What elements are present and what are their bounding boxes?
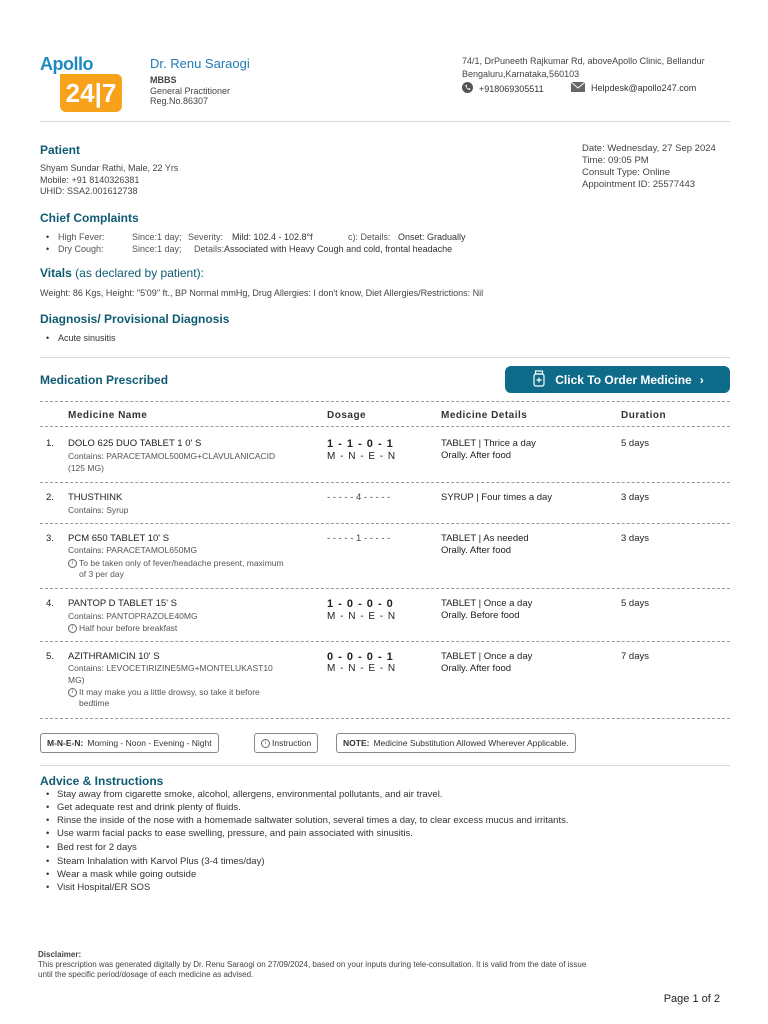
- medicine-contains: Contains: LEVOCETIRIZINE5MG+MONTELUKAST10: [68, 663, 273, 673]
- complaints-heading: Chief Complaints: [40, 211, 139, 225]
- logo-brand-text: Apollo: [40, 54, 93, 74]
- medicine-detail-route: Orally. Before food: [441, 610, 520, 621]
- info-icon: i: [261, 739, 270, 748]
- bullet-icon: •: [46, 882, 50, 893]
- complaint-since: Since:1 day;: [132, 232, 182, 242]
- bullet-icon: •: [46, 232, 50, 242]
- note-text: Medicine Substitution Allowed Wherever Applicable.: [373, 738, 569, 748]
- advice-item: [46, 828, 413, 839]
- advice-item: [46, 842, 137, 853]
- bullet-icon: •: [46, 333, 50, 343]
- medicine-name: DOLO 625 DUO TABLET 1 0' S: [68, 438, 202, 449]
- complaint-details: Associated with Heavy Cough and cold, frontal headache: [224, 244, 453, 254]
- doctor-reg: Reg.No.86307: [150, 96, 209, 106]
- table-divider: [40, 718, 730, 719]
- complaint-name: Dry Cough:: [58, 244, 104, 254]
- doctor-name: Dr. Renu Saraogi: [150, 56, 250, 71]
- medicine-detail-route: Orally. After food: [441, 450, 512, 461]
- complaint-item: [46, 232, 466, 242]
- dosage-legend: [40, 733, 219, 753]
- medicine-instruction: [68, 687, 328, 709]
- dosage-legend-key: M-N-E-N:: [47, 738, 84, 748]
- medicine-name: AZITHRAMICIN 10' S: [68, 651, 160, 662]
- medicine-detail-route: Orally. After food: [441, 663, 512, 674]
- advice-item: [46, 882, 150, 893]
- medicine-dosage: - - - - - 4 - - - - -: [327, 492, 391, 503]
- diagnosis-item: [46, 333, 116, 343]
- logo-247-text: 24|7: [60, 74, 122, 112]
- complaint-details: Onset: Gradually: [398, 232, 466, 242]
- info-icon: i: [68, 559, 77, 568]
- medicine-name: THUSTHINK: [68, 492, 123, 503]
- complaint-details-label: Details:: [194, 244, 225, 254]
- medicine-row-number: 1.: [46, 438, 54, 449]
- medicine-row-number: 2.: [46, 492, 54, 503]
- medicine-duration: 3 days: [621, 533, 649, 544]
- consult-type: Consult Type: Online: [582, 167, 671, 178]
- medicine-instruction: [68, 623, 177, 634]
- medicine-dosage-key: M - N - E - N: [327, 663, 397, 674]
- bullet-icon: •: [46, 815, 50, 826]
- medicine-name: PANTOP D TABLET 15' S: [68, 598, 177, 609]
- medicine-instruction-text: To be taken only of fever/headache present, maximum: [79, 558, 284, 568]
- medicine-duration: 5 days: [621, 598, 649, 609]
- column-header-duration: Duration: [621, 410, 667, 421]
- medication-heading: Medication Prescribed: [40, 373, 169, 387]
- medicine-detail-form: SYRUP | Four times a day: [441, 492, 553, 503]
- patient-heading: Patient: [40, 143, 81, 157]
- medicine-contains: Contains: PANTOPRAZOLE40MG: [68, 611, 198, 621]
- note-label: NOTE:: [343, 738, 370, 748]
- chevron-right-icon: ›: [699, 372, 704, 387]
- vitals-heading-title: Vitals: [40, 266, 72, 280]
- diagnosis-heading: Diagnosis/ Provisional Diagnosis: [40, 312, 230, 326]
- medicine-instruction-text-cont: of 3 per day: [79, 569, 124, 579]
- complaint-since: Since:1 day;: [132, 244, 182, 254]
- advice-heading: Advice & Instructions: [40, 774, 164, 788]
- section-divider: [40, 357, 730, 358]
- complaint-name: High Fever:: [58, 232, 105, 242]
- medicine-dosage: 1 - 0 - 0 - 0: [327, 598, 394, 610]
- diagnosis-text: Acute sinusitis: [58, 333, 116, 343]
- table-divider: [40, 401, 730, 402]
- vitals-text: Weight: 86 Kgs, Height: "5'09" ft., BP Normal mmHg, Drug Allergies: I don't know, Diet Allergies/Restrictions: Nil: [40, 288, 484, 298]
- doctor-degree: MBBS: [150, 75, 177, 85]
- medicine-instruction-text-cont: bedtime: [79, 698, 110, 708]
- disclaimer: [38, 950, 668, 980]
- disclaimer-line2: until the specific period/dosage of each medicine as advised.: [38, 970, 254, 979]
- medicine-detail-form: TABLET | Once a day: [441, 651, 533, 662]
- clinic-address-line2: Bengaluru,Karnataka,560103: [462, 69, 580, 79]
- advice-text: Visit Hospital/ER SOS: [57, 882, 151, 893]
- medicine-row-number: 4.: [46, 598, 54, 609]
- clinic-phone: [462, 82, 544, 95]
- column-header-medicine: Medicine Name: [68, 410, 148, 421]
- bullet-icon: •: [46, 244, 50, 254]
- medicine-contains: Contains: PARACETAMOL650MG: [68, 545, 198, 555]
- vitals-heading-note: (as declared by patient):: [75, 266, 204, 280]
- medicine-dosage: 0 - 0 - 0 - 1: [327, 651, 394, 663]
- clinic-email: [571, 82, 696, 94]
- clinic-email-text: Helpdesk@apollo247.com: [591, 83, 697, 93]
- bullet-icon: •: [46, 869, 50, 880]
- bullet-icon: •: [46, 856, 50, 867]
- medicine-contains-cont: MG): [68, 675, 85, 685]
- substitution-note: [336, 733, 576, 753]
- phone-icon: [462, 82, 473, 95]
- advice-item: [46, 856, 265, 867]
- advice-text: Stay away from cigarette smoke, alcohol, allergens, environmental pollutants, and air travel.: [57, 789, 443, 800]
- order-medicine-label: Click To Order Medicine: [555, 372, 692, 387]
- bullet-icon: •: [46, 802, 50, 813]
- apollo-logo: [40, 54, 124, 112]
- medicine-dosage-key: M - N - E - N: [327, 451, 397, 462]
- email-icon: [571, 82, 585, 94]
- advice-text: Wear a mask while going outside: [57, 869, 197, 880]
- bullet-icon: •: [46, 842, 50, 853]
- appointment-id: Appointment ID: 25577443: [582, 179, 696, 190]
- medicine-row-number: 5.: [46, 651, 54, 662]
- medicine-contains-cont: (125 MG): [68, 463, 104, 473]
- advice-item: [46, 869, 196, 880]
- vitals-heading: [40, 266, 204, 280]
- medicine-detail-form: TABLET | Once a day: [441, 598, 533, 609]
- advice-text: Get adequate rest and drink plenty of fluids.: [57, 802, 241, 813]
- medicine-instruction: [68, 558, 328, 580]
- advice-text: Use warm facial packs to ease swelling, pressure, and pain associated with sinusitis.: [57, 828, 413, 839]
- clinic-address: [462, 55, 732, 81]
- advice-item: [46, 789, 442, 800]
- page-number: Page 1 of 2: [663, 993, 720, 1005]
- advice-item: [46, 815, 569, 826]
- advice-text: Steam Inhalation with Karvol Plus (3-4 times/day): [57, 856, 265, 867]
- advice-text: Rinse the inside of the nose with a homemade saltwater solution, several times a day, to clear excess mucus and irritants.: [57, 815, 569, 826]
- patient-uhid: UHID: SSA2.001612738: [40, 186, 138, 196]
- medicine-detail-form: TABLET | Thrice a day: [441, 438, 536, 449]
- disclaimer-line1: This prescription was generated digitally by Dr. Renu Saraogi on 27/09/2024, based on your inputs during tele-consultation. It is valid from the date of issue: [38, 960, 587, 969]
- medicine-name: PCM 650 TABLET 10' S: [68, 533, 170, 544]
- consult-info: [582, 143, 716, 191]
- table-divider: [40, 482, 730, 483]
- medicine-dosage-key: M - N - E - N: [327, 611, 397, 622]
- complaint-item: [46, 244, 452, 254]
- column-header-details: Medicine Details: [441, 410, 528, 421]
- info-icon: i: [68, 688, 77, 697]
- medicine-contains: Contains: Syrup: [68, 505, 129, 515]
- medicine-instruction-text: Half hour before breakfast: [79, 623, 178, 633]
- table-divider: [40, 523, 730, 524]
- bullet-icon: •: [46, 789, 50, 800]
- instruction-legend-text: Instruction: [272, 738, 312, 748]
- patient-info: Shyam Sundar Rathi, Male, 22 Yrs: [40, 163, 179, 173]
- medicine-row-number: 3.: [46, 533, 54, 544]
- column-header-dosage: Dosage: [327, 410, 367, 421]
- medicine-detail-route: Orally. After food: [441, 545, 512, 556]
- advice-item: [46, 802, 241, 813]
- medicine-dosage: - - - - - 1 - - - - -: [327, 533, 391, 544]
- medicine-duration: 3 days: [621, 492, 649, 503]
- disclaimer-heading: Disclaimer:: [38, 950, 82, 959]
- section-divider: [40, 765, 730, 766]
- medicine-detail-form: TABLET | As needed: [441, 533, 529, 544]
- medicine-dosage: 1 - 1 - 0 - 1: [327, 438, 394, 450]
- clinic-phone-text: +918069305511: [479, 83, 544, 94]
- header-divider: [40, 121, 730, 122]
- complaint-details-label: c): Details:: [348, 232, 391, 242]
- table-divider: [40, 426, 730, 427]
- instruction-legend: [254, 733, 318, 753]
- medicine-instruction-text: It may make you a little drowsy, so take it before: [79, 687, 260, 697]
- medicine-duration: 7 days: [621, 651, 649, 662]
- clinic-address-line1: 74/1, DrPuneeth Rajkumar Rd, aboveApollo Clinic, Bellandur: [462, 56, 705, 66]
- table-divider: [40, 641, 730, 642]
- dosage-legend-text: Morning - Noon - Evening - Night: [87, 738, 212, 748]
- doctor-title: General Practitioner: [150, 86, 231, 96]
- consult-date: Date: Wednesday, 27 Sep 2024: [582, 143, 716, 154]
- advice-text: Bed rest for 2 days: [57, 842, 137, 853]
- medicine-duration: 5 days: [621, 438, 649, 449]
- complaint-severity-label: Severity:: [188, 232, 224, 242]
- patient-mobile: Mobile: +91 8140326381: [40, 174, 140, 185]
- info-icon: i: [68, 624, 77, 633]
- complaint-severity: Mild: 102.4 - 102.8°f: [232, 232, 313, 242]
- order-medicine-button[interactable]: [505, 366, 730, 393]
- medicine-contains: Contains: PARACETAMOL500MG+CLAVULANICACID: [68, 451, 276, 461]
- consult-time: Time: 09:05 PM: [582, 155, 649, 166]
- bullet-icon: •: [46, 828, 50, 839]
- medicine-bottle-icon: [531, 370, 547, 390]
- table-divider: [40, 588, 730, 589]
- patient-details: [40, 163, 178, 198]
